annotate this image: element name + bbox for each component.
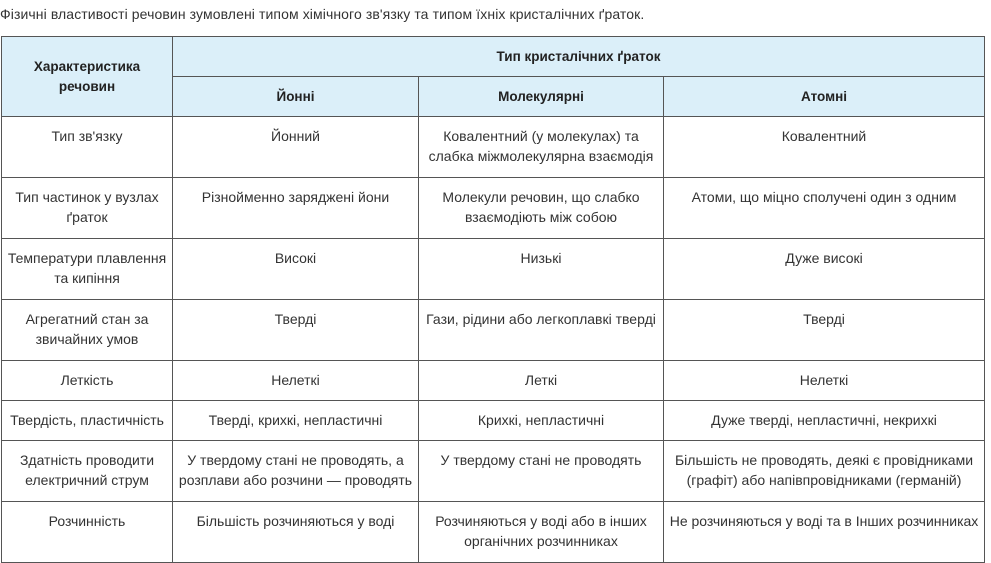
header-molecular: Молекулярні: [419, 77, 664, 117]
row-label: Леткість: [2, 361, 173, 401]
row-label: Здатність проводити електричний струм: [2, 441, 173, 502]
cell-atomic: Нелеткі: [664, 361, 985, 401]
table-row: [2, 239, 985, 300]
header-characteristic: Характеристика речовин: [2, 37, 173, 117]
table-row: [2, 300, 985, 361]
row-label: Агрегатний стан за звичайних умов: [2, 300, 173, 361]
header-atomic: Атомні: [664, 77, 985, 117]
crystal-lattice-properties-table: [1, 36, 985, 563]
cell-ionic: Високі: [173, 239, 419, 300]
cell-ionic: У твердому стані не проводять, а розплави або розчини — проводять: [173, 441, 419, 502]
header-ionic: Йонні: [173, 77, 419, 117]
row-label: Твердість, пластичність: [2, 401, 173, 441]
cell-molecular: Ковалентний (у молекулах) та слабка міжмолекулярна взаємодія: [419, 117, 664, 178]
cell-atomic: Ковалентний: [664, 117, 985, 178]
cell-ionic: Нелеткі: [173, 361, 419, 401]
header-lattice-type: Тип кристалічних ґраток: [173, 37, 985, 77]
row-label: Тип частинок у вузлах ґраток: [2, 178, 173, 239]
cell-molecular: Леткі: [419, 361, 664, 401]
table-row: [2, 117, 985, 178]
cell-atomic: Атоми, що міцно сполучені один з одним: [664, 178, 985, 239]
cell-ionic: Різнойменно заряджені йони: [173, 178, 419, 239]
cell-molecular: Крихкі, непластичні: [419, 401, 664, 441]
cell-molecular: Молекули речовин, що слабко взаємодіють між собою: [419, 178, 664, 239]
table-row: [2, 441, 985, 502]
cell-atomic: Дуже тверді, непластичні, некрихкі: [664, 401, 985, 441]
cell-ionic: Більшість розчиняються у воді: [173, 502, 419, 563]
table-row: [2, 502, 985, 563]
cell-atomic: Дуже високі: [664, 239, 985, 300]
row-label: Тип зв'язку: [2, 117, 173, 178]
cell-atomic: Тверді: [664, 300, 985, 361]
cell-atomic: Не розчиняються у воді та в Інших розчинниках: [664, 502, 985, 563]
cell-ionic: Тверді, крихкі, непластичні: [173, 401, 419, 441]
cell-molecular: Низькі: [419, 239, 664, 300]
cell-molecular: Гази, рідини або легкоплавкі тверді: [419, 300, 664, 361]
cell-molecular: У твердому стані не проводять: [419, 441, 664, 502]
row-label: Температури плавлення та кипіння: [2, 239, 173, 300]
cell-ionic: Тверді: [173, 300, 419, 361]
table-caption: Фізичні властивості речовин зумовлені типом хімічного зв'язку та типом їхніх кристалічних ґраток.: [0, 6, 645, 22]
table-row: [2, 178, 985, 239]
cell-atomic: Більшість не проводять, деякі є провідниками (графіт) або напівпровідниками (германій): [664, 441, 985, 502]
cell-ionic: Йонний: [173, 117, 419, 178]
row-label: Розчинність: [2, 502, 173, 563]
table-row: [2, 401, 985, 441]
table-row: [2, 361, 985, 401]
cell-molecular: Розчиняються у воді або в інших органічних розчинниках: [419, 502, 664, 563]
